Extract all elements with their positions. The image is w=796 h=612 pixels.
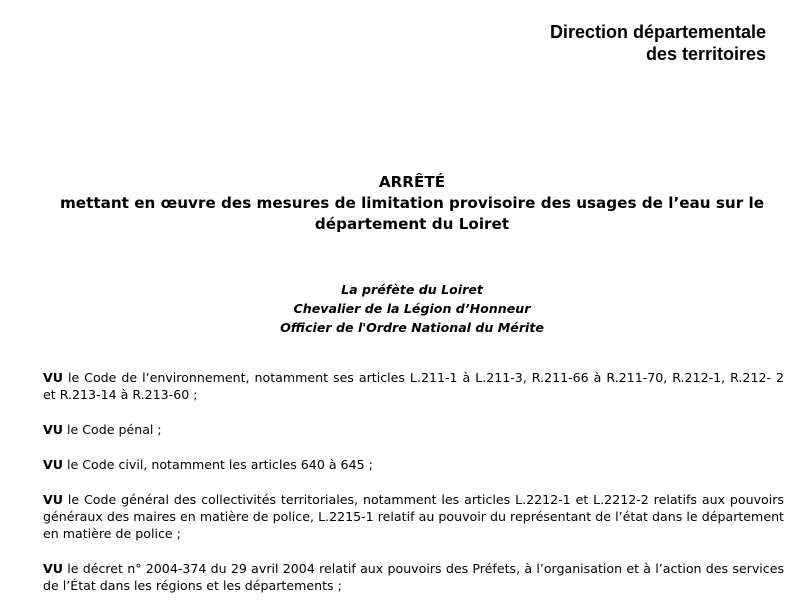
visa-text: le Code de l’environnement, notamment ses articles L.211-1 à L.211-3, R.211-66 à R.211-70, R.212-1, R.212- 2 et R.213-14 à R.213-60 ; [43,370,784,402]
issuing-office-line-1: Direction départementale [549,22,766,42]
decree-subject-line-2: département du Loiret [314,215,510,233]
visa-text: le décret n° 2004-374 du 29 avril 2004 relatif aux pouvoirs des Préfets, à l’organisation et à l’action des services de l’État dans les régions et les départements ; [43,561,784,593]
visa-keyword: VU [43,561,63,576]
visa-item [43,491,784,542]
visa-item [43,456,784,473]
decree-subject-line-1: mettant en œuvre des mesures de limitation provisoire des usages de l’eau sur le [59,194,765,212]
visa-item [43,421,784,438]
issuing-office-line-2: des territoires [645,44,766,64]
visa-text: le Code pénal ; [62,422,162,437]
visa-item [43,560,784,594]
authority-honour-2: Officier de l'Ordre National du Mérite [280,320,544,335]
visa-text: le Code général des collectivités territoriales, notamment les articles L.2212-1 et L.2212-2 relatifs aux pouvoirs généraux des maires en matière de police, L.2215-1 relatif au pouvoir du représentant de l’état dans le département en matière de police ; [43,492,784,541]
issuing-authority [40,280,784,337]
decree-title [40,172,784,235]
visa-keyword: VU [43,422,63,437]
visa-keyword: VU [43,370,63,385]
visa-keyword: VU [43,457,63,472]
visa-text: le Code civil, notamment les articles 640 à 645 ; [62,457,373,472]
decree-heading: ARRÊTÉ [378,173,446,191]
issuing-office-header [550,21,766,65]
authority-title: La préfète du Loiret [341,282,483,297]
visa-list [43,369,784,612]
visa-keyword: VU [43,492,63,507]
visa-item [43,369,784,403]
authority-honour-1: Chevalier de la Légion d’Honneur [293,301,531,316]
